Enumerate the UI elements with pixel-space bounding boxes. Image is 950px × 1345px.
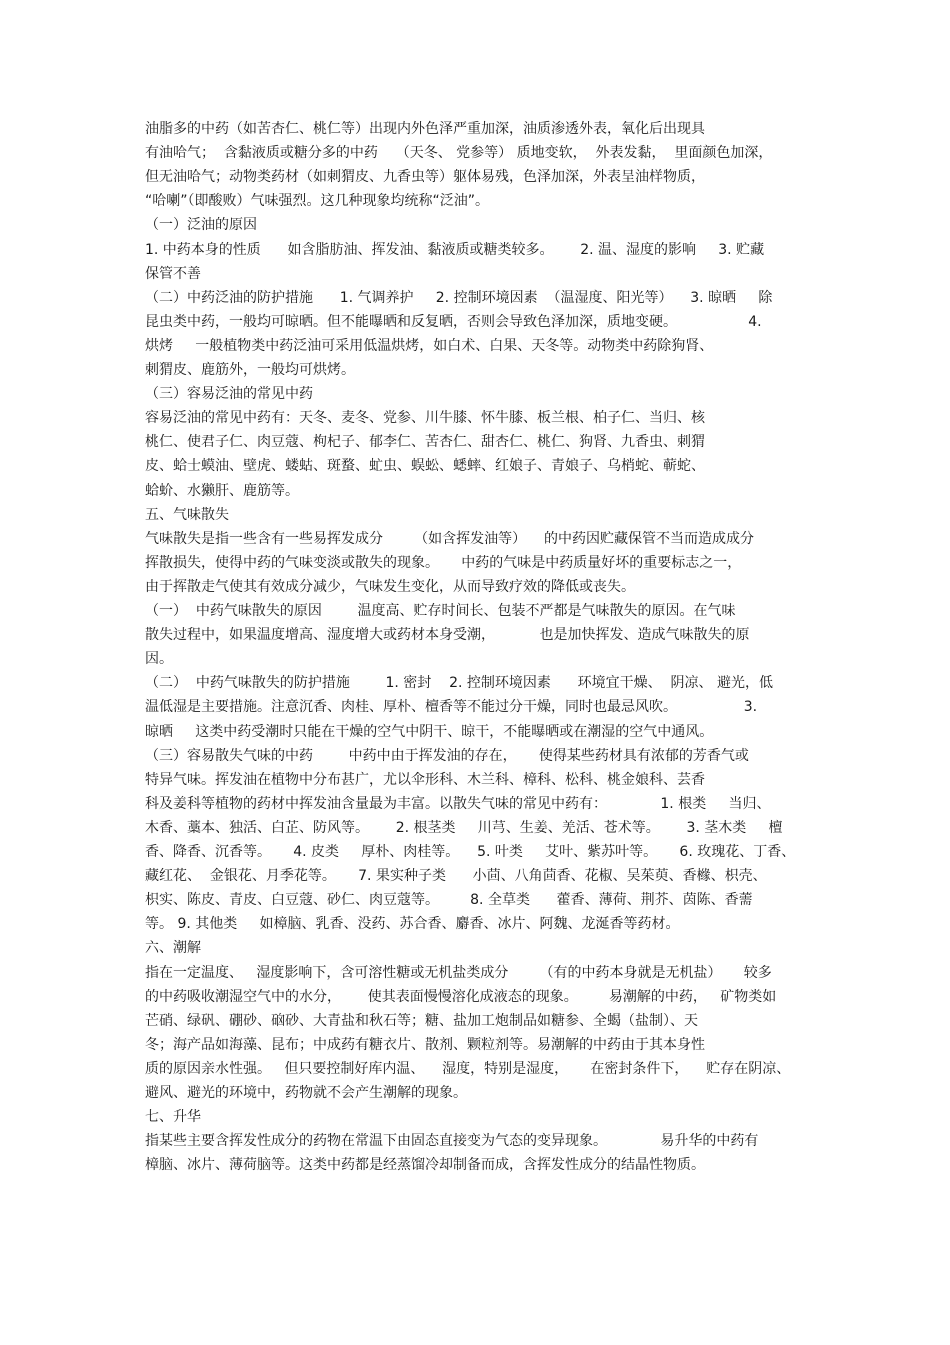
- text-line: 芒硝、绿矾、硼砂、硇砂、大青盐和秋石等；糖、盐加工炮制品如糖参、全蝎（盐制）、天: [145, 1012, 698, 1029]
- text-line: （一） 中药气味散失的原因 温度高、贮存时间长、包装不严都是气味散失的原因。在气味: [145, 603, 736, 619]
- text-line: （三）容易泛油的常见中药: [145, 386, 313, 403]
- text-line: 刺猬皮、鹿筋外，一般均可烘烤。: [145, 362, 355, 378]
- text-line: 散失过程中，如果温度增高、湿度增大或药材本身受潮， 也是加快挥发、造成气味散失的原: [145, 627, 750, 644]
- text-line: 桃仁、使君子仁、肉豆蔻、枸杞子、郁李仁、苦杏仁、甜杏仁、桃仁、狗肾、九香虫、刺猬: [145, 434, 705, 451]
- text-line: 枳实、陈皮、青皮、白豆蔻、砂仁、肉豆蔻等。 8. 全草类 藿香、薄荷、荆芥、茵陈、香薷: [145, 892, 753, 909]
- text-line: 避风、避光的环境中，药物就不会产生潮解的现象。: [145, 1085, 467, 1101]
- text-line: 1. 中药本身的性质 如含脂肪油、挥发油、黏液质或糖类较多。 2. 温、湿度的影响 3. 贮藏: [145, 241, 765, 258]
- text-line: 科及姜科等植物的药材中挥发油含量最为丰富。以散失气味的常见中药有： 1. 根类 当归、: [145, 795, 771, 812]
- text-line: 香、降香、沉香等。 4. 皮类 厚朴、肉桂等。 5. 叶类 艾叶、紫苏叶等。 6. 玫瑰花、丁香、: [145, 844, 796, 860]
- text-line: 气味散失是指一些含有一些易挥发成分 （如含挥发油等） 的中药因贮藏保管不当而造成成分: [145, 530, 754, 547]
- text-line: 保管不善: [145, 265, 201, 282]
- text-line: 六、潮解: [145, 940, 201, 957]
- text-line: 樟脑、冰片、薄荷脑等。这类中药都是经蒸馏冷却制备而成，含挥发性成分的结晶性物质。: [145, 1157, 705, 1174]
- text-line: 因。: [145, 651, 173, 668]
- text-line: 油脂多的中药（如苦杏仁、桃仁等）出现内外色泽严重加深，油质渗透外表，氧化后出现具: [145, 121, 705, 137]
- text-line: 五、气味散失: [145, 506, 229, 523]
- text-line: 藏红花、 金银花、月季花等。 7. 果实种子类 小茴、八角茴香、花椒、吴茱萸、香橼、枳壳、: [145, 868, 767, 885]
- text-line: 蛤蚧、水獭肝、鹿筋等。: [145, 482, 299, 499]
- text-line: （三）容易散失气味的中药 中药中由于挥发油的存在， 使得某些药材具有浓郁的芳香气或: [145, 747, 749, 764]
- text-line: 由于挥散走气使其有效成分减少，气味发生变化，从而导致疗效的降低或丧失。: [145, 578, 635, 595]
- text-line: 指在一定温度、 湿度影响下，含可溶性糖或无机盐类成分 （有的中药本身就是无机盐） 较多: [145, 964, 772, 981]
- text-line: “哈喇”（即酸败）气味强烈。这几种现象均统称“泛油”。: [145, 193, 490, 210]
- text-line: 有油哈气； 含黏液质或糖分多的中药 （天冬、 党参等） 质地变软， 外表发黏， 里面颜色加深，: [145, 145, 773, 162]
- text-line: 冬；海产品如海藻、昆布；中成药有糖衣片、散剂、颗粒剂等。易潮解的中药由于其本身性: [145, 1036, 705, 1053]
- text-line: 晾晒 这类中药受潮时只能在干燥的空气中阴干、晾干，不能曝晒或在潮湿的空气中通风。: [145, 723, 714, 740]
- text-line: （一）泛油的原因: [145, 217, 257, 234]
- text-line: 烘烤 一般植物类中药泛油可采用低温烘烤，如白术、白果、天冬等。动物类中药除狗肾、: [145, 337, 714, 354]
- text-line: 温低湿是主要措施。注意沉香、肉桂、厚朴、檀香等不能过分干燥，同时也最忌风吹。 3.: [145, 699, 758, 716]
- text-line: 的中药吸收潮湿空气中的水分， 使其表面慢慢溶化成液态的现象。 易潮解的中药， 矿物类如: [145, 988, 777, 1005]
- text-line: 质的原因亲水性强。 但只要控制好库内温、 湿度，特别是湿度， 在密封条件下， 贮存在阴凉、: [145, 1060, 791, 1077]
- text-line: 指某些主要含挥发性成分的药物在常温下由固态直接变为气态的变异现象。 易升华的中药有: [145, 1133, 759, 1150]
- text-line: 挥散损失，使得中药的气味变淡或散失的现象。 中药的气味是中药质量好坏的重要标志之一，: [145, 554, 742, 571]
- text-line: 木香、藁本、独活、白芷、防风等。 2. 根茎类 川芎、生姜、羌活、苍术等。 3. 茎木类 檀: [145, 819, 783, 836]
- text-line: 皮、蛤士蟆油、壁虎、蝼蛄、斑蝥、虻虫、蜈蚣、蟋蟀、红娘子、青娘子、乌梢蛇、蕲蛇、: [145, 458, 705, 475]
- text-line: 特异气味。挥发油在植物中分布甚广，尤以伞形科、木兰科、樟科、松科、桃金娘科、芸香: [145, 771, 705, 788]
- text-line: 昆虫类中药，一般均可晾晒。但不能曝晒和反复晒，否则会导致色泽加深，质地变硬。 4.: [145, 313, 762, 330]
- text-line: 容易泛油的常见中药有：天冬、麦冬、党参、川牛膝、怀牛膝、板兰根、柏子仁、当归、核: [145, 410, 705, 427]
- text-line: 等。 9. 其他类 如樟脑、乳香、没药、苏合香、麝香、冰片、阿魏、龙涎香等药材。: [145, 916, 680, 933]
- text-line: 七、升华: [145, 1109, 201, 1126]
- text-line: （二） 中药气味散失的防护措施 1. 密封 2. 控制环境因素 环境宜干燥、 阴凉、 避光，低: [145, 675, 773, 692]
- text-line: （二）中药泛油的防护措施 1. 气调养护 2. 控制环境因素 （温湿度、阳光等） 3. 晾晒 除: [145, 289, 773, 306]
- text-line: 但无油哈气；动物类药材（如刺猬皮、九香虫等）躯体易残，色泽加深，外表呈油样物质，: [145, 169, 705, 186]
